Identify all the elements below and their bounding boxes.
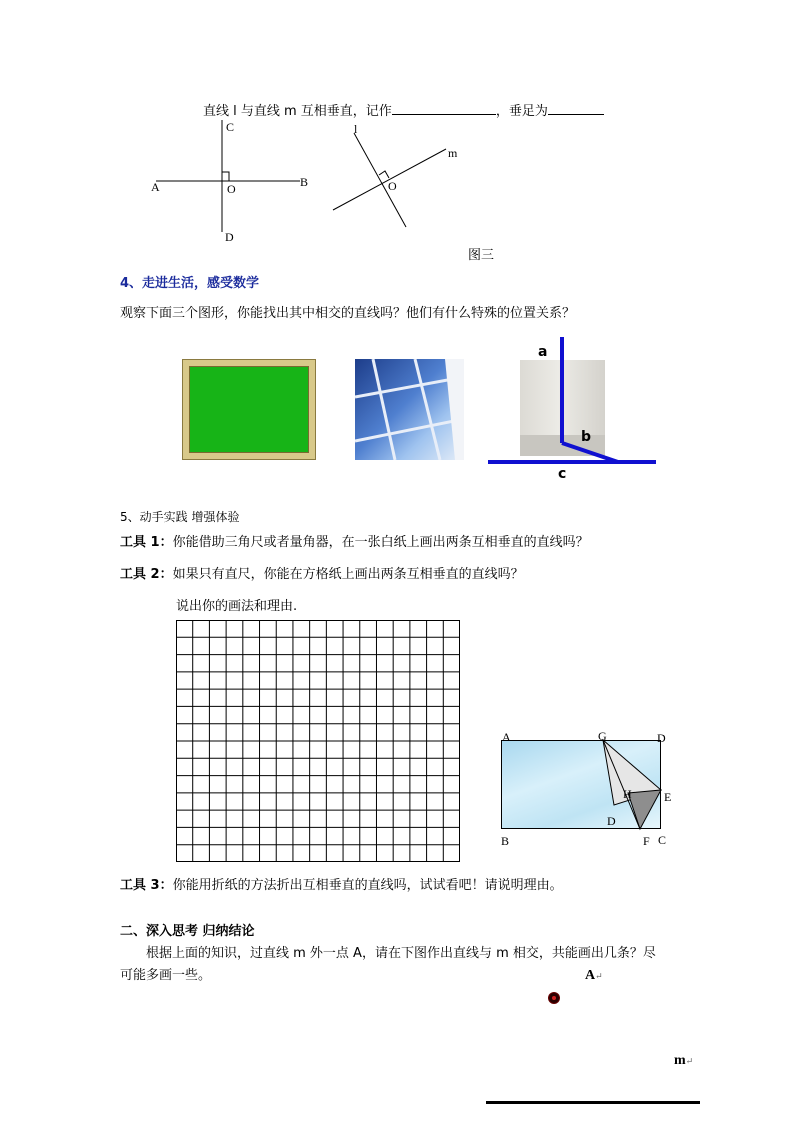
line-m-label: m↵ bbox=[674, 1053, 694, 1068]
fold-label-h: H bbox=[623, 787, 632, 801]
fold-label-g: G bbox=[598, 729, 607, 743]
part2-para-line1: 根据上面的知识，过直线 m 外一点 A，请在下图作出直线与 m 相交，共能画出几条？尽 bbox=[146, 946, 656, 961]
part2-title: 二、深入思考 归纳结论 bbox=[120, 924, 255, 939]
fold-label-d-top: D bbox=[657, 731, 666, 745]
tool3-text: 你能用折纸的方法折出互相垂直的直线吗，试试看吧！请说明理由。 bbox=[172, 878, 563, 893]
fold-label-e: E bbox=[664, 790, 672, 804]
line-m-letter: m bbox=[674, 1053, 686, 1068]
point-a-label: A↵ bbox=[585, 968, 603, 983]
tool2-text: 如果只有直尺，你能在方格纸上画出两条互相垂直的直线吗？ bbox=[172, 567, 524, 582]
fold-label-f: F bbox=[643, 834, 650, 848]
fold-label-d-bottom: D bbox=[607, 814, 616, 828]
corner-label-b: b bbox=[581, 429, 592, 445]
tool1-label: 工具 1： bbox=[120, 535, 173, 550]
fold-label-b: B bbox=[501, 834, 510, 848]
label-c: C bbox=[226, 120, 235, 134]
tool3 bbox=[120, 874, 563, 893]
label-d: D bbox=[225, 230, 234, 244]
section5-title: 5、动手实践 增强体验 bbox=[120, 510, 240, 524]
section4-question: 观察下面三个图形，你能找出其中相交的直线吗？他们有什么特殊的位置关系？ bbox=[120, 306, 576, 321]
figure-caption: 图三 bbox=[468, 248, 495, 263]
tool2-label: 工具 2： bbox=[120, 567, 173, 582]
label-a: A bbox=[151, 180, 160, 194]
tool3-label: 工具 3： bbox=[120, 878, 173, 893]
fold-label-c: C bbox=[658, 833, 667, 847]
fig3-sentence-a: 直线 l 与直线 m 互相垂直，记作 bbox=[203, 104, 392, 119]
fold-label-a: A bbox=[502, 730, 511, 744]
method-prompt: 说出你的画法和理由. bbox=[176, 599, 298, 614]
corner-label-a: a bbox=[538, 344, 548, 360]
line-m[interactable] bbox=[486, 1101, 700, 1104]
tool1-text: 你能借助三角尺或者量角器，在一张白纸上画出两条互相垂直的直线吗？ bbox=[172, 535, 589, 550]
label-b: B bbox=[300, 175, 309, 189]
corner-label-c: c bbox=[558, 466, 567, 482]
section4-title: 4、走进生活，感受数学 bbox=[120, 276, 260, 291]
label-l: l bbox=[354, 122, 358, 136]
fig3-sentence-b: ，垂足为 bbox=[495, 104, 548, 119]
label-m: m bbox=[448, 146, 458, 160]
point-a-letter: A bbox=[585, 968, 596, 983]
label-o-left: O bbox=[227, 182, 236, 196]
point-a-marker[interactable] bbox=[549, 993, 559, 1003]
part2-para-line2: 可能多画一些。 bbox=[120, 968, 212, 983]
label-o-right: O bbox=[388, 179, 397, 193]
